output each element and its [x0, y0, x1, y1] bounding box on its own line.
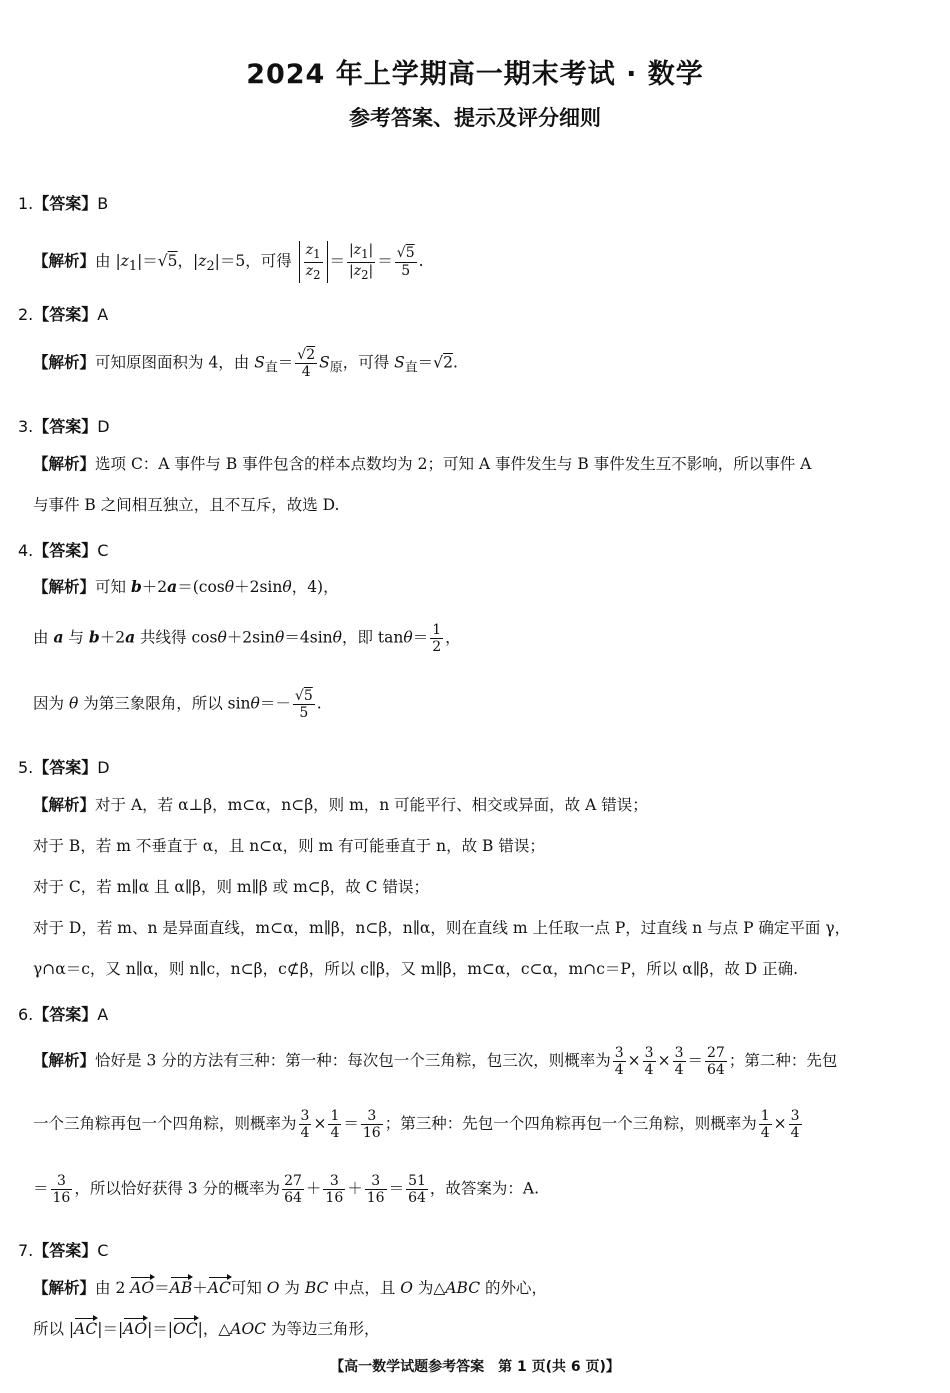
question-5-analysis-line-4: 对于 D，若 m、n 是异面直线，m⊂α，m∥β，n⊂β，n∥α，则在直线 m 上任取一点 P，过直线 n 与点 P 确定平面 γ， — [33, 919, 851, 937]
question-5-analysis-line-3: 对于 C，若 m∥α 且 α∥β，则 m∥β 或 m⊂β，故 C 错误； — [33, 878, 429, 896]
question-2-answer: 2.【答案】A — [18, 305, 109, 324]
question-4-answer: 4.【答案】C — [18, 541, 109, 560]
question-4-analysis-line-3: 因为 θ 为第三象限角，所以 sinθ＝－ $\frac{√5}{5}$ . — [33, 688, 322, 722]
question-1-analysis: 【解析】由 $|z_1|=√5$，$|z_2|=5$，可得 $\frac{z_1}{z_2}$ ＝ $\frac{|z_1|}{|z_2|}$ ＝ $\frac{√5}{5}$ . — [33, 242, 424, 282]
question-3-answer: 3.【答案】D — [18, 417, 110, 436]
page-subtitle: 参考答案、提示及评分细则 — [349, 106, 601, 130]
question-6-analysis-line-3: ＝ $\frac{3}{16}$ ，所以恰好获得 3 分的概率为 $\frac{27}{64}$ ＋ $\frac{3}{16}$ ＋ $\frac{3}{16}$ ＝ $\frac{51}{64}$ ，故答案为：A. — [33, 1173, 540, 1207]
question-5-answer: 5.【答案】D — [18, 758, 110, 777]
question-6-analysis-line-2: 一个三角粽再包一个四角粽，则概率为 $\frac{3}{4}$ × $\frac{1}{4}$ ＝ $\frac{3}{16}$ ；第三种：先包一个四角粽再包一个三角粽，则概率为 $\frac{1}{4}$ × $\frac{3}{4}$ — [33, 1108, 800, 1142]
question-6-analysis-line-1: 【解析】恰好是 3 分的方法有三种：第一种：每次包一个三角粽，包三次，则概率为 $\frac{3}{4}$ × $\frac{3}{4}$ × $\frac{3}{4}$ ＝ $\frac{27}{64}$ ；第二种：先包 — [33, 1045, 838, 1079]
question-2-analysis: 【解析】可知原图面积为 4，由 $S_直=$ $\frac{√2}{4}$ $S_原$，可得 $S_直=√2$. — [33, 347, 458, 381]
question-7-analysis-line-1: 【解析】由 2 AO＝AB＋AC可知 O 为 BC 中点，且 O 为△ABC 的外心， — [33, 1279, 547, 1297]
question-4-analysis-line-1: 【解析】可知 b＋2a＝(cosθ＋2sinθ，4)， — [33, 577, 339, 596]
question-1-answer: 1.【答案】B — [18, 194, 109, 213]
question-6-answer: 6.【答案】A — [18, 1005, 109, 1024]
question-5-analysis-line-5: γ∩α＝c，又 n∥α，则 n∥c，n⊂β，c⊄β，所以 c∥β，又 m∥β，m⊂α，c⊂α，m∩c＝P，所以 α∥β，故 D 正确. — [33, 960, 799, 978]
question-3-analysis-line-1: 【解析】选项 C：A 事件与 B 事件包含的样本点数均为 2；可知 A 事件发生与 B 事件发生互不影响，所以事件 A — [33, 455, 812, 473]
question-5-analysis-line-1: 【解析】对于 A，若 α⊥β，m⊂α，n⊂β，则 m，n 可能平行、相交或异面，故 A 错误； — [33, 796, 648, 814]
question-5-analysis-line-2: 对于 B，若 m 不垂直于 α，且 n⊂α，则 m 有可能垂直于 n，故 B 错误； — [33, 837, 545, 855]
question-4-analysis-line-2: 由 a 与 b＋2a 共线得 cosθ＋2sinθ＝4sinθ，即 tanθ＝ $\frac{1}{2}$ ， — [33, 622, 461, 656]
page-footer: 【高一数学试题参考答案 第 1 页(共 6 页)】 — [330, 1359, 620, 1375]
question-7-analysis-line-2: 所以 |AC|＝|AO|＝|OC|，△AOC 为等边三角形， — [33, 1320, 380, 1338]
page-title: 2024 年上学期高一期末考试 · 数学 — [246, 59, 704, 90]
question-3-analysis-line-2: 与事件 B 之间相互独立，且不互斥，故选 D. — [33, 496, 340, 514]
question-7-answer: 7.【答案】C — [18, 1241, 109, 1260]
